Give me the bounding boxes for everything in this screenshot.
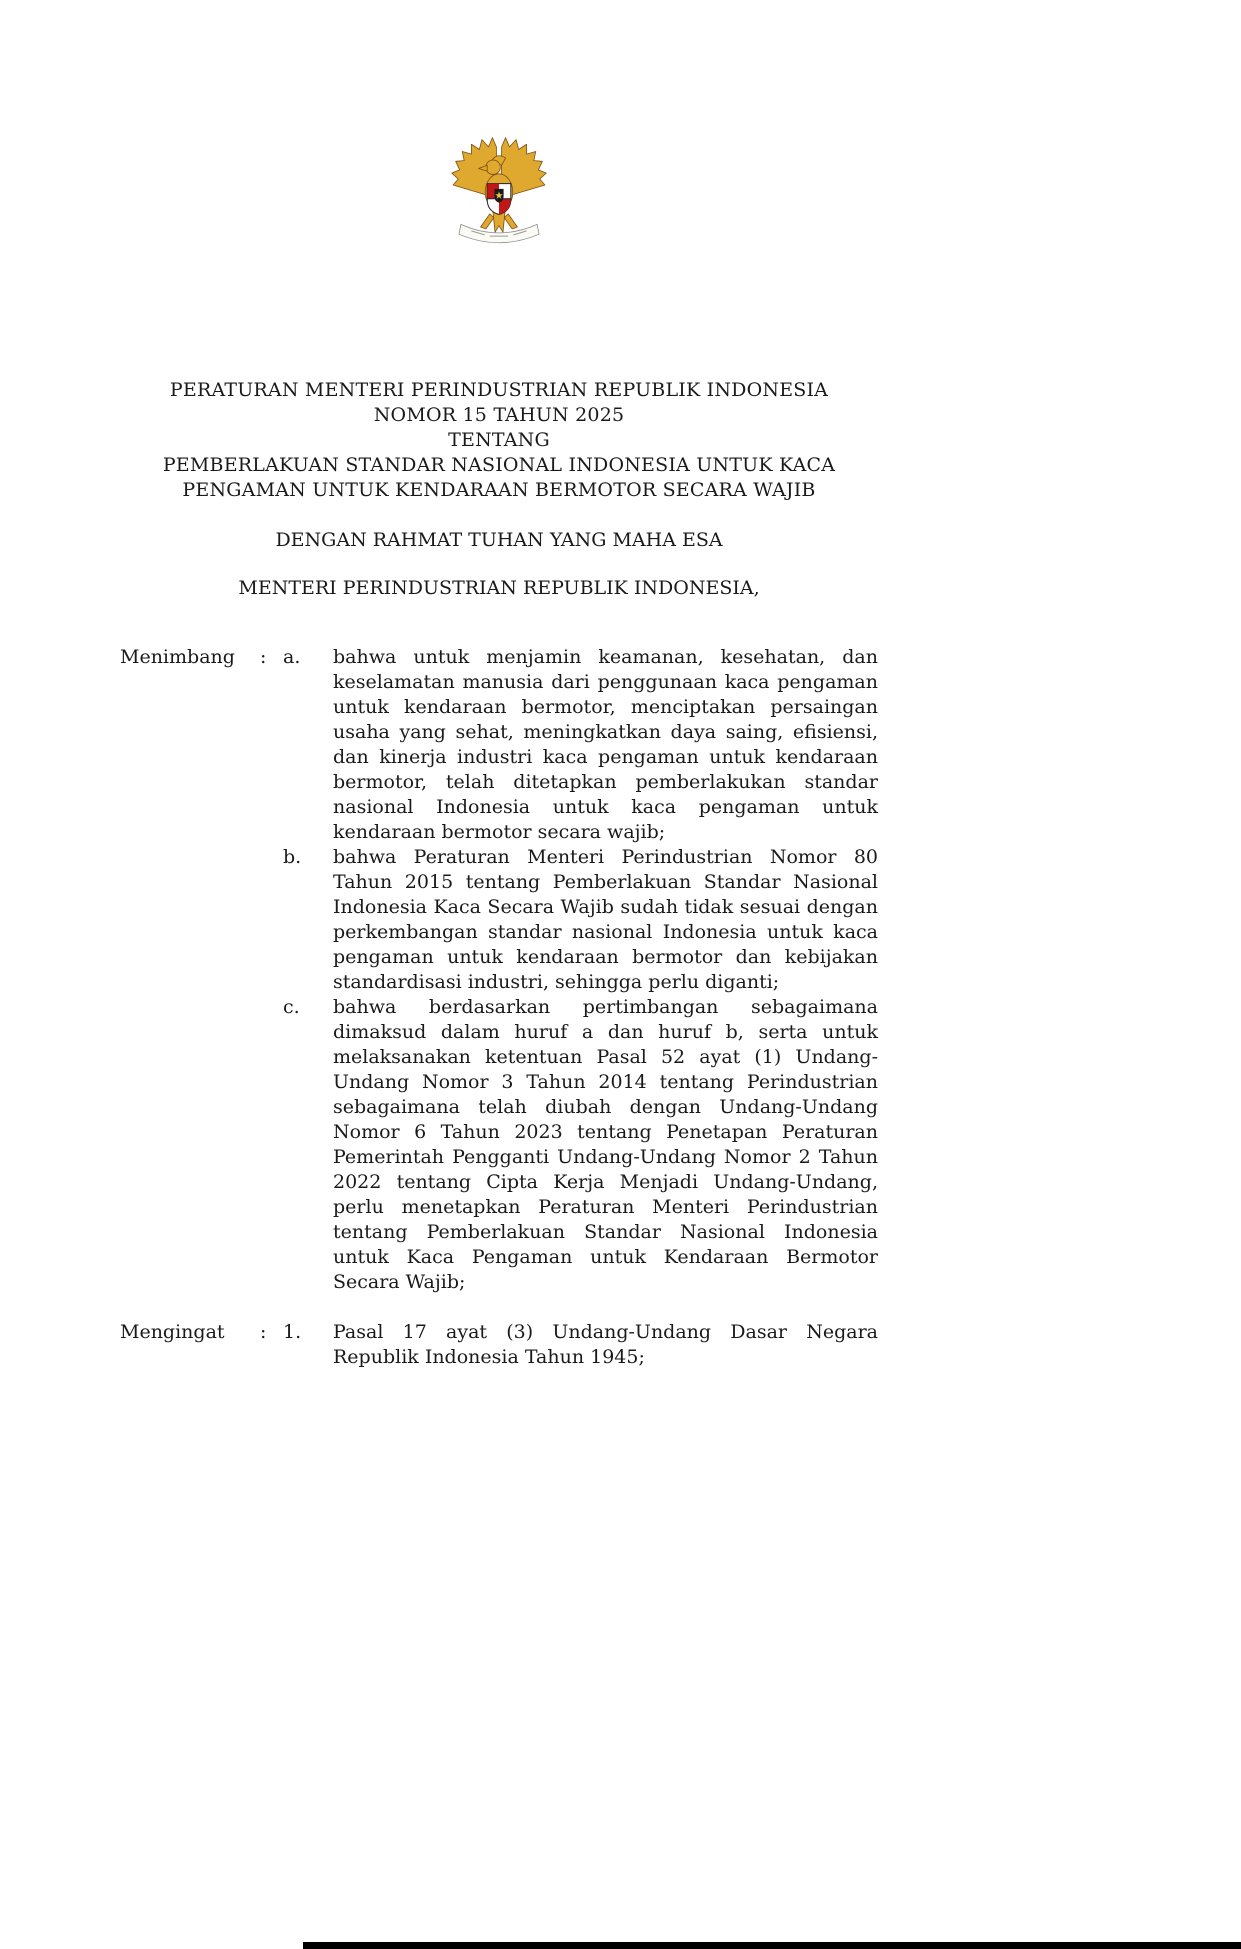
section-mengingat-item-1 (120, 1320, 878, 1370)
section-colon: : (260, 646, 267, 668)
title-line-2: NOMOR 15 TAHUN 2025 (373, 404, 625, 426)
item-marker-a: a. (283, 646, 301, 668)
title-line-4: PEMBERLAKUAN STANDAR NASIONAL INDONESIA UNTUK KACA (162, 454, 836, 476)
item-marker-1: 1. (283, 1321, 302, 1343)
invocation-line: DENGAN RAHMAT TUHAN YANG MAHA ESA (275, 529, 723, 551)
item-text-a: bahwa untuk menjamin keamanan, kesehatan, dan keselamatan manusia dari penggunaan kaca pengaman untuk kendaraan bermotor, menciptakan persaingan usaha yang sehat, meningkatkan daya saing, efisiensi, dan kinerja industri kaca pengaman untuk kendaraan bermotor, telah ditetapkan pemberlakukan standar nasional Indonesia untuk kaca pengaman untuk kendaraan bermotor secara wajib; (333, 646, 878, 843)
title-line-1: PERATURAN MENTERI PERINDUSTRIAN REPUBLIK INDONESIA (169, 379, 829, 401)
garuda-emblem-graphic (433, 118, 565, 246)
section-menimbang-item-a (120, 645, 878, 845)
emblem-head (486, 160, 500, 174)
section-label-mengingat: Mengingat (120, 1321, 225, 1343)
document-sections (120, 645, 878, 1370)
scan-artifact-bar (303, 1942, 1241, 1949)
section-label-menimbang: Menimbang (120, 646, 235, 668)
emblem-ribbon (459, 224, 539, 242)
item-text-c: bahwa berdasarkan pertimbangan sebagaimana dimaksud dalam huruf a dan huruf b, serta untuk melaksanakan ketentuan Pasal 52 ayat (1) Undang-Undang Nomor 3 Tahun 2014 tentang Perindustrian sebagaimana telah diubah dengan Undang-Undang Nomor 6 Tahun 2023 tentang Penetapan Peraturan Pemerintah Pengganti Undang-Undang Nomor 2 Tahun 2022 tentang Cipta Kerja Menjadi Undang-Undang, perlu menetapkan Peraturan Menteri Perindustrian tentang Pemberlakuan Standar Nasional Indonesia untuk Kaca Pengaman untuk Kendaraan Bermotor Secara Wajib; (333, 996, 878, 1293)
item-text-b: bahwa Peraturan Menteri Perindustrian Nomor 80 Tahun 2015 tentang Pemberlakuan Standar Nasional Indonesia Kaca Secara Wajib sudah tidak sesuai dengan perkembangan standar nasional Indonesia untuk kaca pengaman untuk kendaraan bermotor dan kebijakan standardisasi industri, sehingga perlu diganti; (333, 846, 878, 993)
garuda-pancasila-emblem (433, 118, 565, 246)
document-title-block (120, 378, 878, 503)
title-line-5: PENGAMAN UNTUK KENDARAAN BERMOTOR SECARA WAJIB (182, 479, 816, 501)
item-marker-c: c. (283, 996, 300, 1018)
title-line-3: TENTANG (448, 429, 550, 451)
document-content (120, 0, 878, 1370)
item-text-1: Pasal 17 ayat (3) Undang-Undang Dasar Negara Republik Indonesia Tahun 1945; (333, 1321, 878, 1368)
emblem-left-leg (481, 214, 494, 229)
section-menimbang-item-c (120, 995, 878, 1295)
item-marker-b: b. (283, 846, 302, 868)
section-colon: : (260, 1321, 267, 1343)
section-menimbang-item-b (120, 845, 878, 995)
emblem-right-leg (504, 214, 517, 229)
authority-line: MENTERI PERINDUSTRIAN REPUBLIK INDONESIA, (238, 577, 760, 599)
